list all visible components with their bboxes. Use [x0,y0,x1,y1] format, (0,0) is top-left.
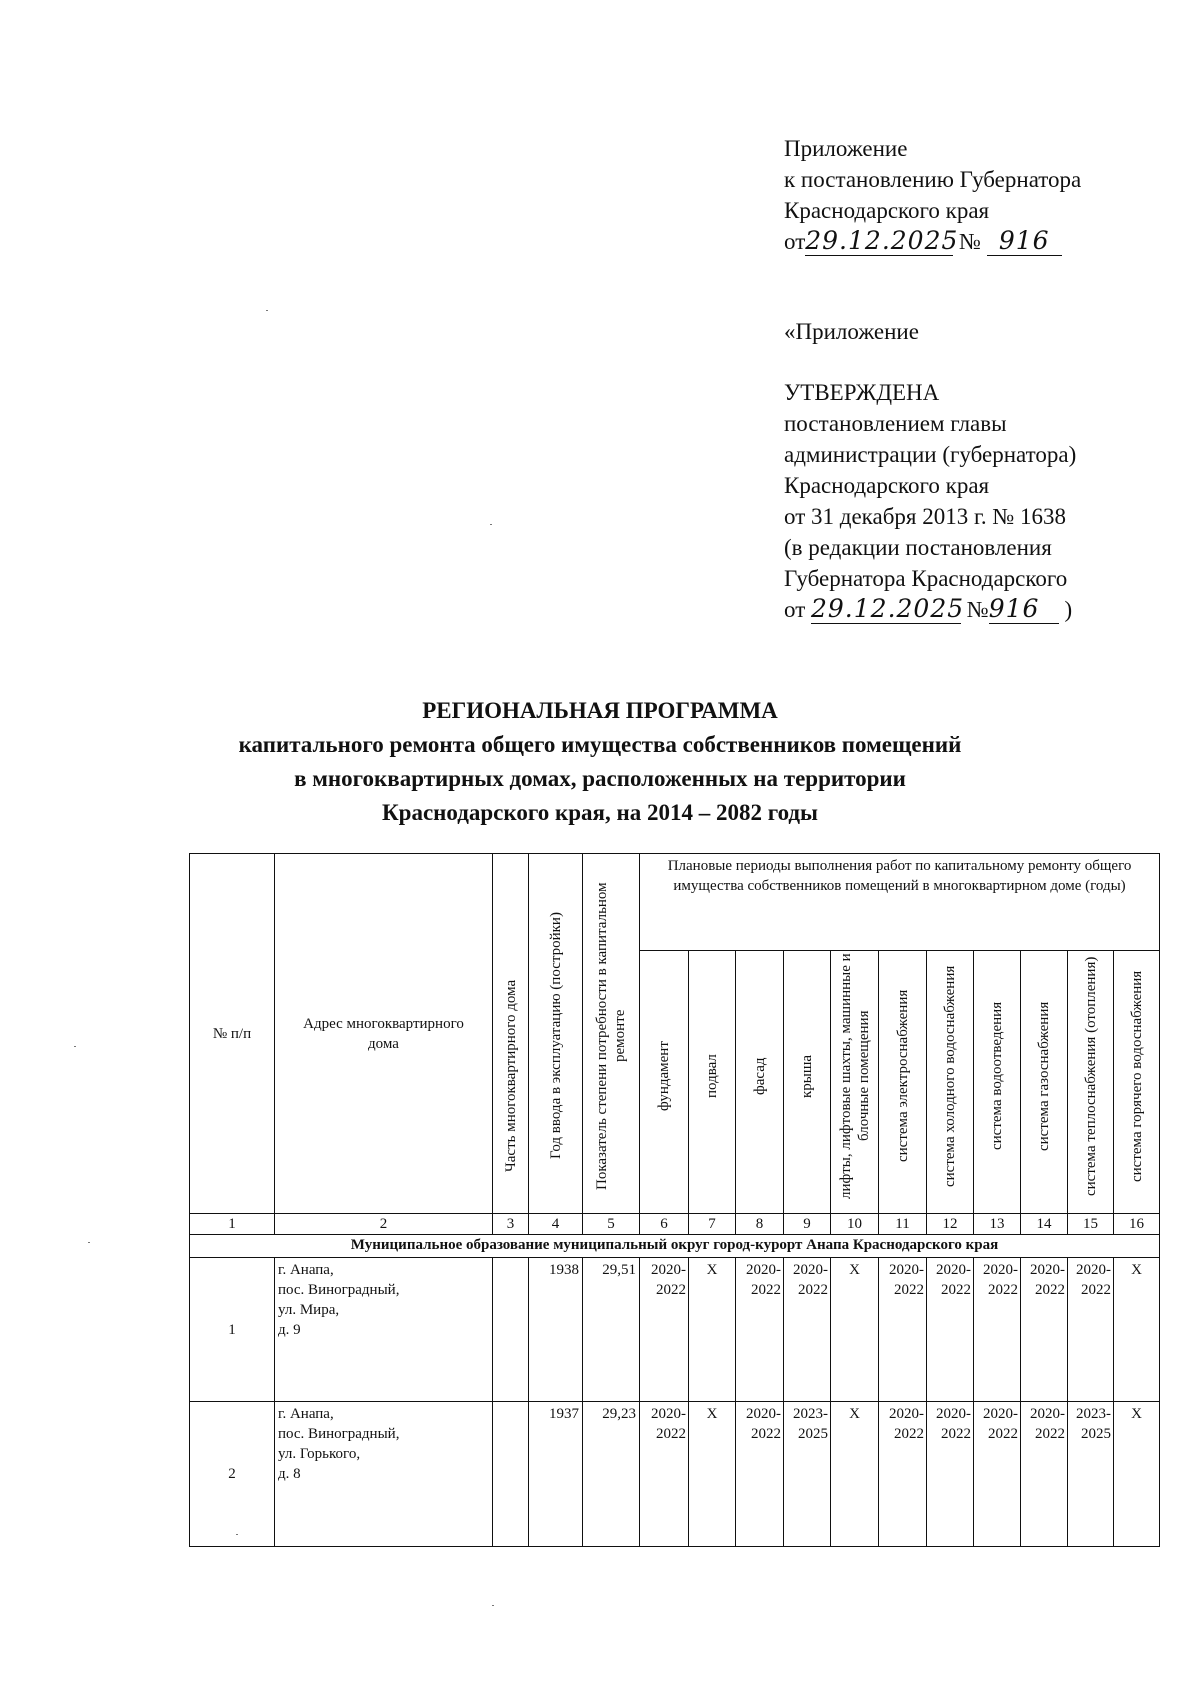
column-number: 9 [784,1214,831,1235]
row-work [784,1402,831,1547]
handwritten-number: 916 [989,595,1059,624]
appendix-block [784,133,1081,257]
row-num: 1 [190,1258,275,1402]
header-row [190,854,1160,951]
handwritten-number: 916 [987,227,1062,256]
section-row [190,1235,1160,1258]
row-year: 1937 [529,1402,583,1547]
work-label: система водоотведения [989,1001,1005,1151]
header-work [831,951,879,1214]
period-start: 2020- [651,1406,686,1422]
title-line: РЕГИОНАЛЬНАЯ ПРОГРАММА [422,698,778,723]
column-number: 15 [1068,1214,1114,1235]
period-start: 2020- [1030,1262,1065,1278]
period-start: 2020- [936,1262,971,1278]
period-end: 2022 [894,1282,924,1298]
date-prefix: от [784,229,806,254]
period-start: X [849,1406,860,1422]
period-start: 2020- [1030,1406,1065,1422]
program-table [189,853,1160,1547]
header-work [689,951,736,1214]
row-work [927,1258,974,1402]
column-number: 6 [640,1214,689,1235]
header-work [1114,951,1160,1214]
scan-speck [88,1242,90,1243]
period-end: 2022 [988,1426,1018,1442]
period-start: 2020- [889,1406,924,1422]
period-end: 2025 [798,1426,828,1442]
period-end: 2022 [656,1282,686,1298]
address-line: ул. Горького, [278,1446,361,1462]
approved-line: постановлением главы [784,411,1007,436]
period-start: X [849,1262,860,1278]
period-start: X [706,1262,718,1278]
header-work [1021,951,1068,1214]
approved-line: Губернатора Краснодарского [784,566,1068,591]
row-work [879,1258,927,1402]
appendix-date-line [784,226,1081,257]
column-number: 13 [974,1214,1021,1235]
table-row [190,1258,1160,1402]
address-line: г. Анапа, [278,1262,334,1278]
row-work [927,1402,974,1547]
row-work [831,1258,879,1402]
scan-speck [490,524,492,525]
period-start: X [706,1406,718,1422]
work-label: система горячего водоснабжения [1128,970,1145,1182]
column-number: 4 [529,1214,583,1235]
header-year-text: Год ввода в эксплуатацию (постройки) [547,912,564,1160]
approved-line: от 31 декабря 2013 г. № 1638 [784,504,1067,529]
approved-block [784,316,1076,625]
number-prefix: № [959,229,981,254]
period-start: 2020- [746,1406,781,1422]
address-line: ул. Мира, [278,1302,340,1318]
address-line: пос. Виноградный, [278,1426,400,1442]
row-work [736,1402,784,1547]
appendix-line: к постановлению Губернатора [784,167,1082,192]
column-number: 14 [1021,1214,1068,1235]
header-num: № п/п [190,854,275,1214]
header-work [736,951,784,1214]
column-number: 8 [736,1214,784,1235]
approved-line: (в редакции постановления [784,535,1052,560]
scan-speck [266,310,268,311]
document-title [100,694,1100,830]
period-end: 2022 [751,1426,781,1442]
row-work [689,1258,736,1402]
header-plan: Плановые периоды выполнения работ по капитальному ремонту общего имущества собственников помещений в многоквартирном доме (годы) [640,854,1160,951]
header-work [640,951,689,1214]
quote-line: «Приложение [784,319,919,344]
address-line: пос. Виноградный, [278,1282,400,1298]
period-end: 2022 [798,1282,828,1298]
title-line: в многоквартирных домах, расположенных на территории [294,766,906,791]
column-number: 10 [831,1214,879,1235]
column-number: 1 [190,1214,275,1235]
column-number: 3 [493,1214,529,1235]
header-work [784,951,831,1214]
row-part [493,1258,529,1402]
date-prefix: от [784,597,806,622]
appendix-line: Приложение [784,136,908,161]
row-work [831,1402,879,1547]
header-index-text: Показатель степени потребности в капитальном ремонте [594,882,628,1190]
work-label: подвал [704,1054,720,1098]
column-number: 5 [583,1214,640,1235]
period-end: 2022 [988,1282,1018,1298]
column-number: 2 [275,1214,493,1235]
scan-speck [74,1046,76,1047]
column-number: 12 [927,1214,974,1235]
row-num: 2 [190,1402,275,1547]
approved-line: администрации (губернатора) [784,442,1077,467]
header-part [493,854,529,1214]
period-start: 2020- [889,1262,924,1278]
table-row [190,1402,1160,1547]
period-end: 2022 [894,1426,924,1442]
row-work [1021,1402,1068,1547]
row-work [689,1402,736,1547]
row-work [879,1402,927,1547]
period-start: X [1131,1406,1142,1422]
row-work [784,1258,831,1402]
header-work [879,951,927,1214]
work-label: фундамент [656,1041,672,1111]
row-index: 29,23 [583,1402,640,1547]
header-work [927,951,974,1214]
work-label: лифты, лифтовые шахты, машинные и блочные помещения [837,953,872,1199]
period-start: 2020- [1076,1262,1111,1278]
approved-stamp: УТВЕРЖДЕНА [784,380,940,405]
row-address [275,1258,493,1402]
row-work [1114,1402,1160,1547]
work-label: крыша [799,1054,815,1098]
row-work [1068,1258,1114,1402]
row-work [1068,1402,1114,1547]
work-label: система газоснабжения [1036,1001,1052,1151]
row-work [974,1402,1021,1547]
period-end: 2022 [941,1426,971,1442]
row-work [1114,1258,1160,1402]
header-index [583,854,640,1214]
scan-speck [236,1534,238,1535]
row-work [640,1258,689,1402]
row-work [1021,1258,1068,1402]
column-number: 16 [1114,1214,1160,1235]
row-address [275,1402,493,1547]
scan-speck [492,1605,494,1606]
period-end: 2022 [1035,1282,1065,1298]
title-line: Краснодарского края, на 2014 – 2082 годы [381,800,818,825]
period-start: 2020- [793,1262,828,1278]
handwritten-date: 29.12.2025 [811,594,965,623]
work-label: система электроснабжения [894,989,911,1163]
row-work [736,1258,784,1402]
row-work [974,1258,1021,1402]
period-end: 2022 [751,1282,781,1298]
period-end: 2022 [1035,1426,1065,1442]
period-start: 2020- [746,1262,781,1278]
period-end: 2022 [1081,1282,1111,1298]
header-work [1068,951,1114,1214]
approved-date-line [784,594,1076,625]
section-title: Муниципальное образование муниципальный округ город-курорт Анапа Краснодарского края [190,1235,1160,1258]
period-end: 2022 [941,1282,971,1298]
period-end: 2025 [1081,1426,1111,1442]
header-work [974,951,1021,1214]
row-year: 1938 [529,1258,583,1402]
address-line: г. Анапа, [278,1406,334,1422]
column-number: 7 [689,1214,736,1235]
period-start: 2020- [983,1262,1018,1278]
work-label: система теплоснабжения (отопления) [1082,956,1099,1196]
work-label: система холодного водоснабжения [942,965,958,1187]
header-part-text: Часть многоквартирного дома [502,979,519,1173]
period-start: 2020- [983,1406,1018,1422]
address-line: д. 8 [278,1466,301,1482]
appendix-line: Краснодарского края [784,198,990,223]
work-label: фасад [751,1057,768,1095]
column-number: 11 [879,1214,927,1235]
header-year [529,854,583,1214]
column-numbers-row [190,1214,1160,1235]
closing-paren: ) [1064,597,1073,622]
period-start: 2023- [1076,1406,1111,1422]
period-start: 2023- [793,1406,828,1422]
number-prefix: № [966,597,989,622]
header-address: Адрес многоквартирного дома [275,854,493,1214]
period-start: 2020- [936,1406,971,1422]
period-start: 2020- [651,1262,686,1278]
row-index: 29,51 [583,1258,640,1402]
handwritten-date: 29.12.2025 [805,226,959,255]
period-end: 2022 [656,1426,686,1442]
title-line: капитального ремонта общего имущества собственников помещений [238,732,962,757]
approved-line: Краснодарского края [784,473,990,498]
period-start: X [1131,1262,1142,1278]
row-work [640,1402,689,1547]
address-line: д. 9 [278,1322,301,1338]
row-part [493,1402,529,1547]
